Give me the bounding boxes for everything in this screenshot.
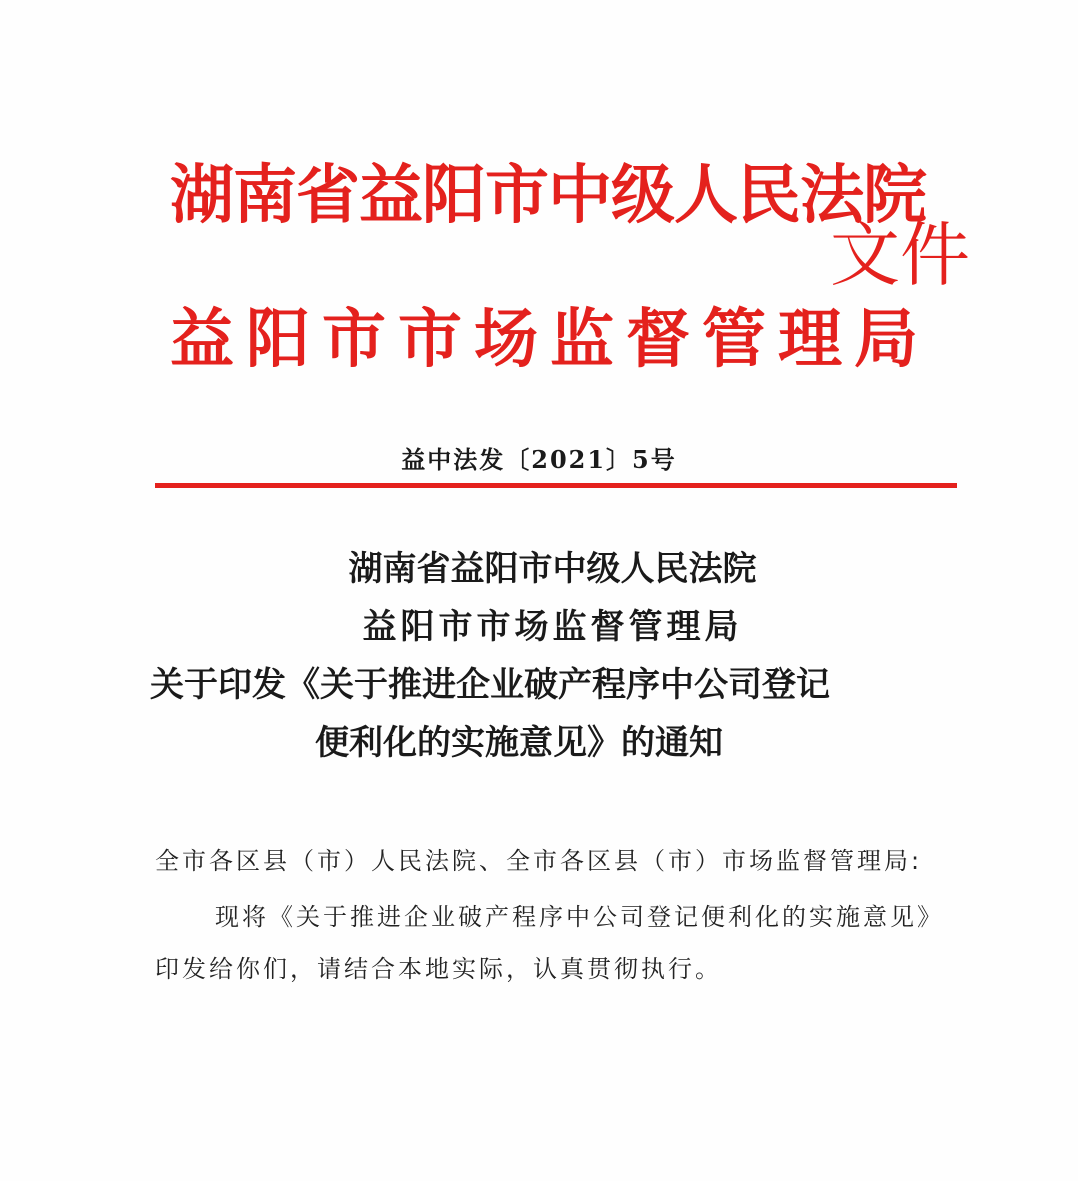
title-line-1: 湖南省益阳市中级人民法院 — [348, 549, 757, 589]
title-line-2: 益阳市市场监督管理局 — [362, 607, 743, 647]
red-divider — [155, 483, 957, 488]
title-line-3: 关于印发《关于推进企业破产程序中公司登记 — [150, 665, 830, 705]
body-paragraph: 现将《关于推进企业破产程序中公司登记便利化的实施意见》印发给你们，请结合本地实际，认真贯彻执行。 — [155, 903, 944, 983]
document-number: 益中法发〔2021〕5号 — [401, 445, 677, 474]
title-line-4: 便利化的实施意见》的通知 — [315, 723, 723, 763]
salutation: 全市各区县（市）人民法院、全市各区县（市）市场监督管理局: — [155, 847, 923, 875]
header-issuer-2: 益阳市市场监督管理局 — [170, 302, 930, 377]
document-title — [150, 540, 955, 772]
header-suffix: 文件 — [830, 214, 970, 296]
header-issuer-1: 湖南省益阳市中级人民法院 — [170, 158, 926, 233]
document-body — [155, 835, 955, 995]
